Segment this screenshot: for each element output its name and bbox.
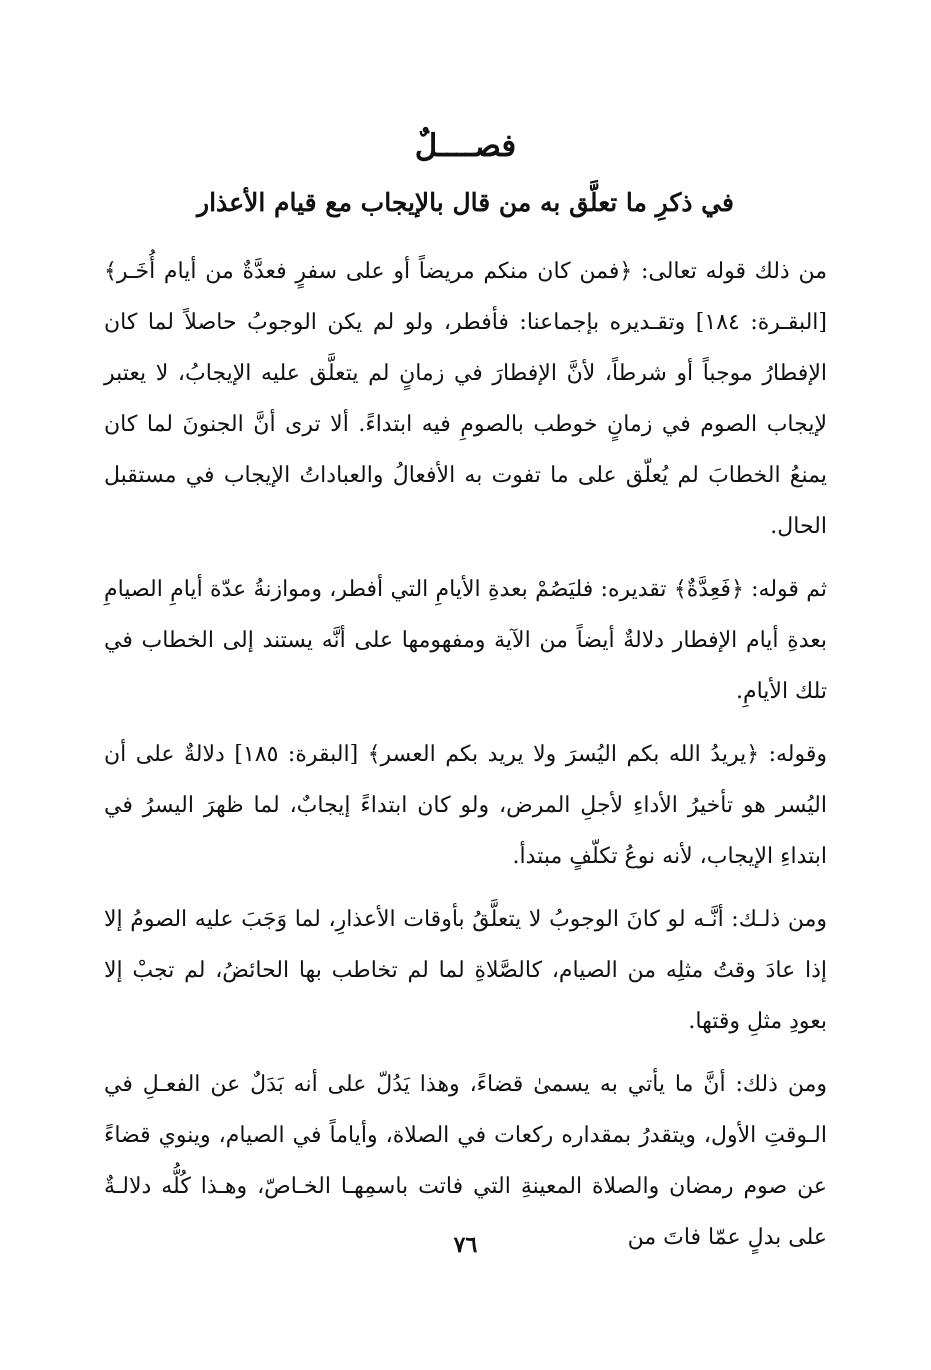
paragraph-4: ومن ذلـك: أنَّـه لو كانَ الوجوبُ لا يتعلَّقُ بأوقات الأعذارِ، لما وَجَبَ عليه الصومُ إلا إذا عادَ وقتُ مثلِه من الصيام، كالصَّلاةِ لما لم تخاطب بها الحائضُ، لم تجبْ إلا بعودِ مثلِ وقتها.	[104, 907, 827, 1034]
paragraph-3: وقوله: ﴿يريدُ الله بكم اليُسرَ ولا يريد بكم العسر﴾ [البقرة: ١٨٥] دلالةٌ على أن اليُسر هو تأخيرُ الأداءِ لأجلِ المرض، ولو كان ابتداءً إيجابٌ، لما ظهرَ اليسرُ في ابتداءِ الإيجاب، لأنه نوعُ تكلّفٍ مبتدأ.	[104, 742, 828, 869]
paragraph-2: ثم قوله: ﴿فَعِدَّةٌ﴾ تقديره: فليَصُمْ بعدةِ الأيامِ التي أفطر، وموازنةُ عدّة أيامِ الصيامِ بعدةِ أيام الإفطار دلالةٌ أيضاً من الآية ومفهومها على أنَّه يستند إلى الخطاب في تلك الأيامِ.	[104, 577, 827, 704]
paragraph-1: من ذلك قوله تعالى: ﴿فمن كان منكم مريضاً أو على سفرٍ فعدَّةٌ من أيام أُخَـر﴾ [البقـرة: ١٨٤] وتقـديره بإجماعنا: فأفطر، ولو لم يكن الوجوبُ حاصلاً لما كان الإفطارُ موجباً أو شرطاً، لأنَّ الإفطارَ في زمانٍ لم يتعلَّق عليه الإيجابُ، لا يعتبر لإيجاب الصوم في زمانٍ خوطب بالصومِ فيه ابتداءً. ألا ترى أنَّ الجنونَ لما كان يمنعُ الخطابَ لم يُعلّق على ما تفوت به الأفعالُ والعباداتُ الإيجاب في مستقبل الحال.	[104, 259, 828, 539]
body-text	[104, 246, 827, 1263]
paragraph-5: ومن ذلك: أنَّ ما يأتي به يسمىٰ قضاءً، وهذا يَدُلّ على أنه بَدَلٌ عن الفعـلِ في الـوقتِ الأول، ويتقدرُ بمقداره ركعات في الصلاة، وأياماً في الصيام، وينوي قضاءً عن صوم رمضان والصلاة المعينةِ التي فاتت باسمِهـا الخـاصّ، وهـذا كُلُّه دلالـةٌ على بدلٍ عمّا فاتَ من	[104, 1072, 827, 1250]
page-number: ٧٦	[453, 1232, 478, 1258]
section-title: فصــــلٌ	[414, 128, 517, 164]
section-subtitle: في ذكرِ ما تعلَّق به من قال بالإيجاب مع قيام الأعذار	[197, 188, 734, 217]
